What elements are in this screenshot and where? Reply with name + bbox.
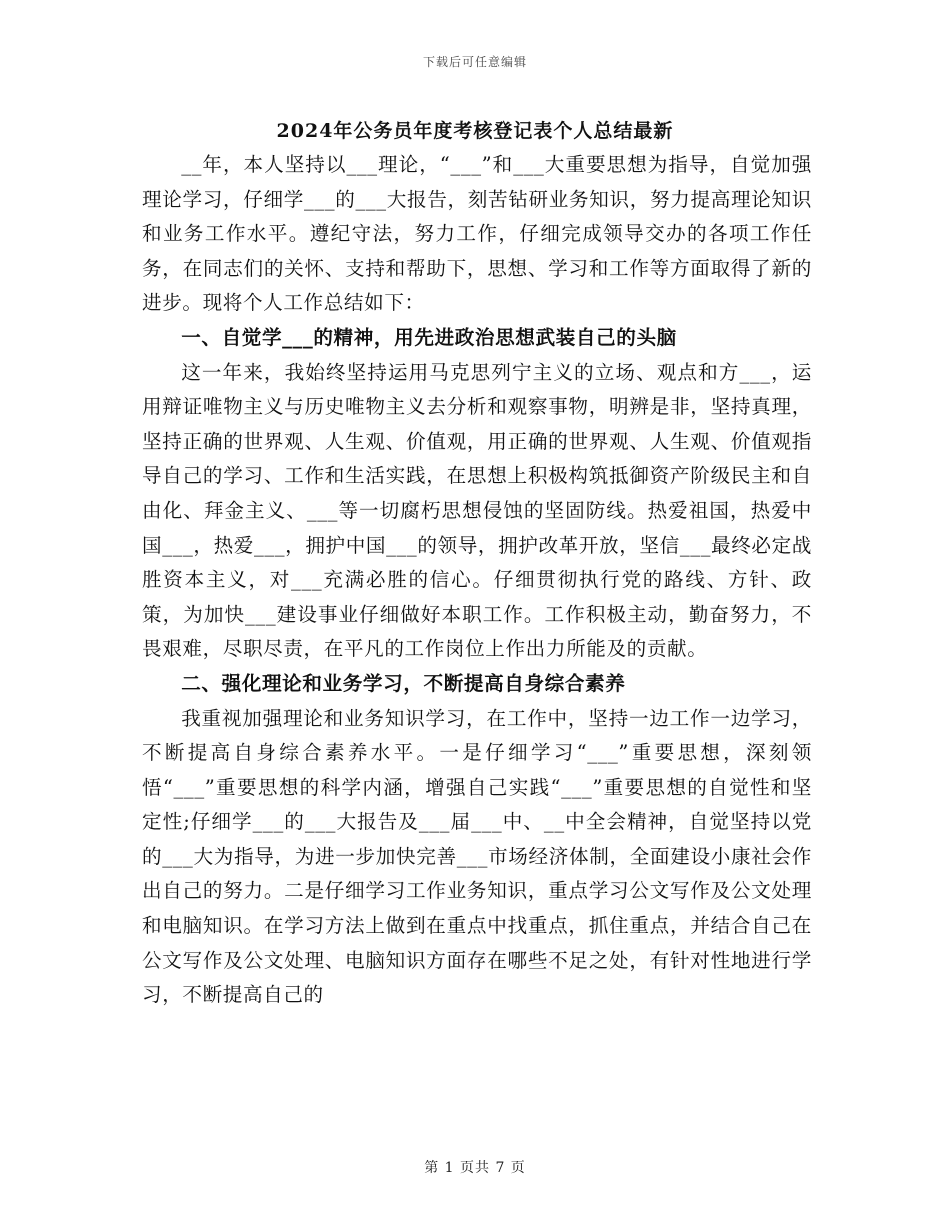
- document-body: [142, 148, 812, 1013]
- intro-paragraph: __年，本人坚持以___理论，“___”和___大重要思想为指导，自觉加强理论学习，仔细学___的___大报告，刻苦钻研业务知识，努力提高理论知识和业务工作水平。遵纪守法，努力工作，仔细完成领导交办的各项工作任务，在同志们的关怀、支持和帮助下，思想、学习和工作等方面取得了新的进步。现将个人工作总结如下：: [142, 153, 812, 315]
- section-1-paragraph: 这一年来，我始终坚持运用马克思列宁主义的立场、观点和方___，运用辩证唯物主义与历史唯物主义去分析和观察事物，明辨是非，坚持真理，坚持正确的世界观、人生观、价值观，用正确的世界观、人生观、价值观指导自己的学习、工作和生活实践，在思想上积极构筑抵御资产阶级民主和自由化、拜金主义、___等一切腐朽思想侵蚀的坚固防线。热爱祖国，热爱中国___，热爱___，拥护中国___的领导，拥护改革开放，坚信___最终必定战胜资本主义，对___充满必胜的信心。仔细贯彻执行党的路线、方针、政策，为加快___建设事业仔细做好本职工作。工作积极主动，勤奋努力，不畏艰难，尽职尽责，在平凡的工作岗位上作出力所能及的贡献。: [142, 360, 812, 661]
- section-2-paragraph: 我重视加强理论和业务知识学习，在工作中，坚持一边工作一边学习，不断提高自身综合素养水平。一是仔细学习“___”重要思想，深刻领悟“___”重要思想的科学内涵，增强自己实践“___”重要思想的自觉性和坚定性;仔细学___的___大报告及___届___中、__中全会精神，自觉坚持以党的___大为指导，为进一步加快完善___市场经济体制，全面建设小康社会作出自己的努力。二是仔细学习工作业务知识，重点学习公文写作及公文处理和电脑知识。在学习方法上做到在重点中找重点，抓住重点，并结合自己在公文写作及公文处理、电脑知识方面存在哪些不足之处，有针对性地进行学习，不断提高自己的: [142, 706, 812, 1007]
- section-2-heading: 二、强化理论和业务学习，不断提高自身综合素养: [181, 671, 626, 695]
- document-title: 2024年公务员年度考核登记表个人总结最新: [276, 120, 674, 142]
- header-note: 下载后可任意编辑: [422, 55, 527, 69]
- page-number-footer: 第 1 页共 7 页: [424, 1160, 526, 1176]
- section-1-heading: 一、自觉学___的精神，用先进政治思想武装自己的头脑: [181, 325, 677, 349]
